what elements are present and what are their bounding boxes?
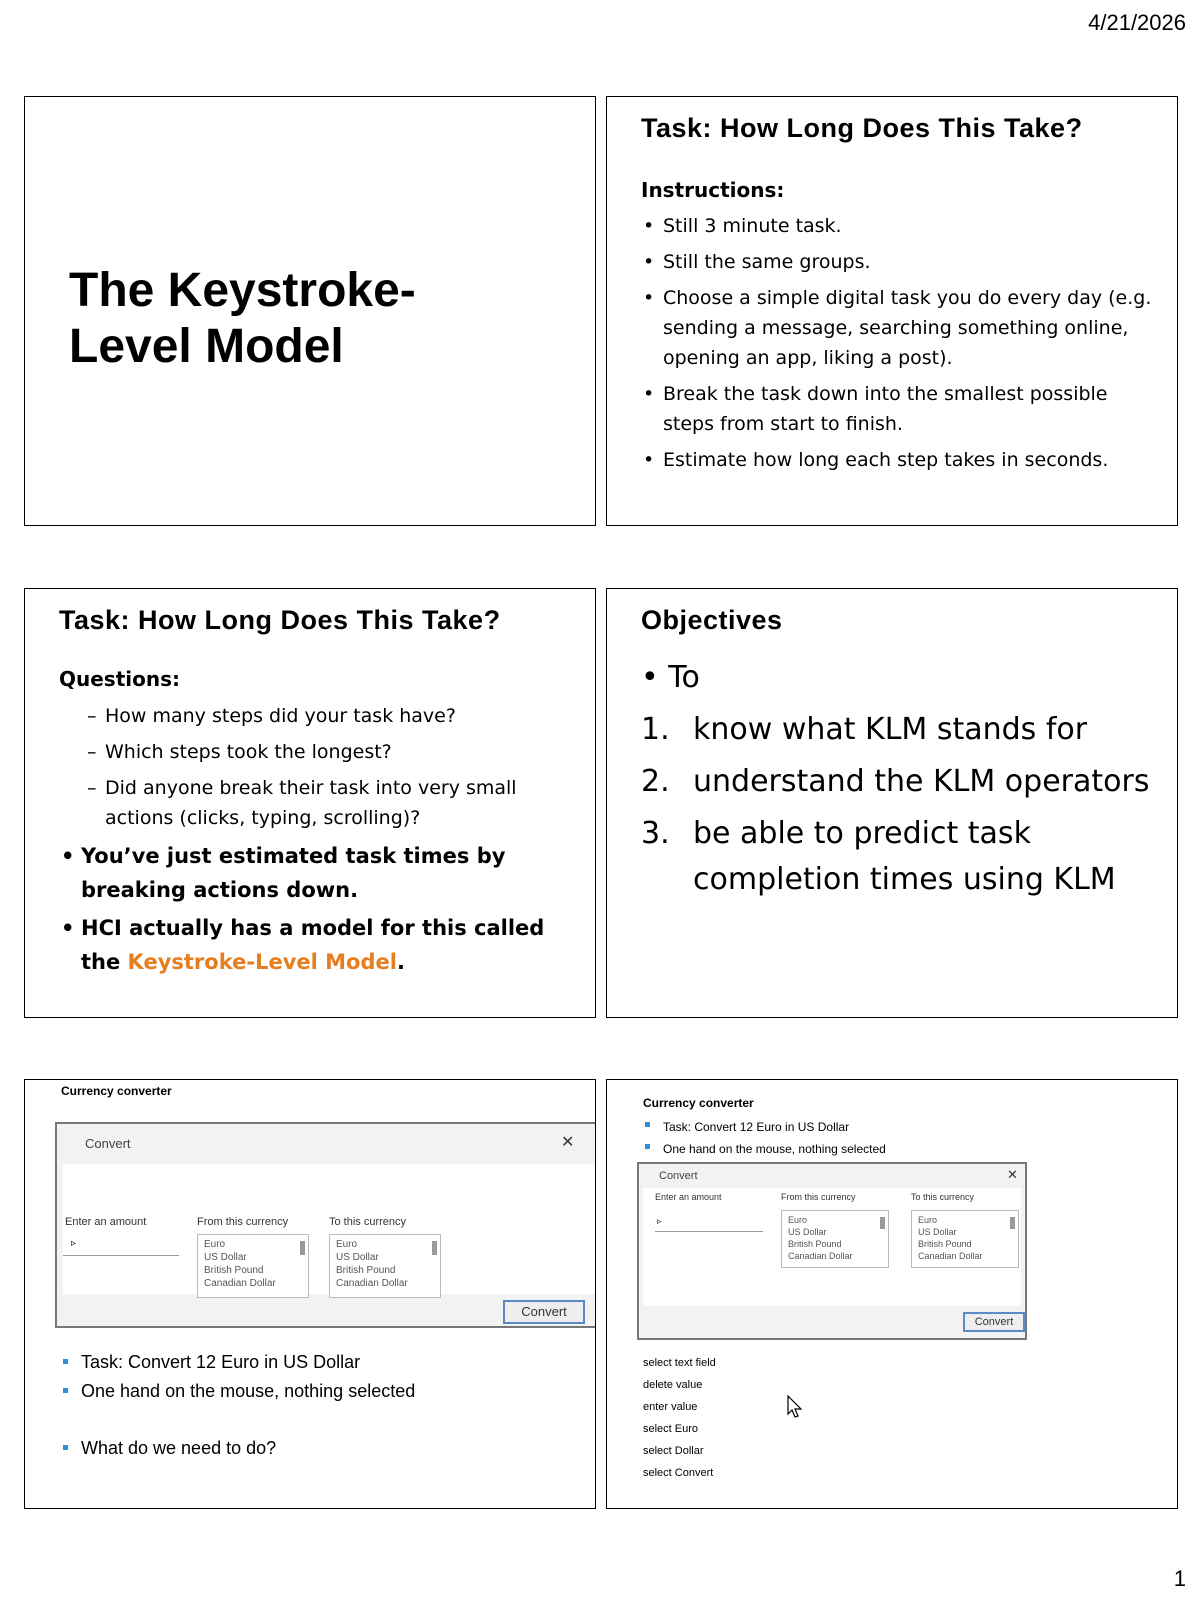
to-currency-list[interactable] — [329, 1234, 441, 1298]
cursor-icon: ▹ — [657, 1216, 662, 1226]
steps-list — [643, 1352, 716, 1484]
slide-main-title — [69, 263, 416, 375]
item-text: understand the KLM operators — [693, 764, 1150, 799]
instructions-list — [641, 211, 1161, 475]
page-date: 4/21/2026 — [1088, 10, 1186, 35]
from-currency-list[interactable] — [781, 1210, 889, 1268]
task-list — [61, 1348, 415, 1463]
slide-body — [59, 667, 579, 983]
to-currency-label: To this currency — [911, 1192, 975, 1202]
item-number: 1. — [641, 712, 670, 747]
slide-label: Currency converter — [643, 1096, 754, 1110]
list-item: delete value — [643, 1379, 703, 1391]
amount-input[interactable] — [655, 1214, 763, 1232]
list-item: – Which steps took the longest? — [87, 737, 579, 767]
questions-heading: Questions: — [59, 667, 181, 691]
list-item[interactable]: Canadian Dollar — [788, 1251, 853, 1261]
list-item[interactable]: British Pound — [204, 1265, 264, 1276]
list-item: What do we need to do? — [61, 1434, 415, 1463]
slide-title-klm — [24, 96, 596, 526]
from-currency-list[interactable] — [197, 1234, 309, 1298]
list-item — [641, 707, 1161, 753]
scrollbar[interactable] — [300, 1241, 305, 1255]
list-item: • Estimate how long each step takes in seconds. — [641, 445, 1161, 475]
task-list — [643, 1116, 886, 1160]
slide-title: Objectives — [641, 605, 783, 635]
amount-label: Enter an amount — [65, 1216, 147, 1228]
list-item[interactable]: Euro — [336, 1239, 358, 1250]
from-currency-label: From this currency — [781, 1192, 856, 1202]
list-item[interactable]: British Pound — [788, 1239, 842, 1249]
list-item[interactable]: Euro — [918, 1215, 938, 1225]
list-item: One hand on the mouse, nothing selected — [643, 1138, 886, 1160]
title-line-2: Level Model — [69, 320, 344, 373]
convert-dialog — [55, 1122, 596, 1328]
slide-currency-converter-steps — [606, 1079, 1178, 1509]
list-item[interactable]: Canadian Dollar — [336, 1278, 408, 1289]
bullet-text: HCI actually has a model for this called the — [81, 916, 545, 974]
list-item: select Convert — [643, 1467, 714, 1479]
list-item: – Did anyone break their task into very small actions (clicks, typing, scrolling)? — [87, 773, 579, 833]
item-text: be able to predict task completion times using KLM — [693, 816, 1116, 897]
slide-currency-converter — [24, 1079, 596, 1509]
convert-button[interactable]: Convert — [503, 1300, 585, 1324]
slide-body — [641, 175, 1161, 481]
list-item: • You’ve just estimated task times by breaking actions down. — [59, 839, 579, 907]
scrollbar[interactable] — [880, 1217, 885, 1229]
list-item: • Still 3 minute task. — [641, 211, 1161, 241]
item-number: 3. — [641, 816, 670, 851]
list-item[interactable]: Euro — [788, 1215, 808, 1225]
list-item[interactable]: US Dollar — [204, 1252, 247, 1263]
instructions-heading: Instructions: — [641, 178, 785, 202]
dialog-content — [63, 1164, 596, 1294]
scrollbar[interactable] — [432, 1241, 437, 1255]
list-item[interactable]: US Dollar — [788, 1227, 827, 1237]
list-item: select Euro — [643, 1423, 699, 1435]
list-item: Task: Convert 12 Euro in US Dollar — [61, 1348, 415, 1377]
mouse-pointer-icon — [787, 1395, 805, 1419]
close-icon[interactable]: ✕ — [561, 1134, 575, 1151]
to-currency-label: To this currency — [329, 1216, 407, 1228]
list-item[interactable]: Canadian Dollar — [204, 1278, 276, 1289]
summary-list — [59, 839, 579, 979]
list-item — [59, 911, 579, 979]
close-icon[interactable]: ✕ — [1007, 1167, 1018, 1182]
page-number: 1 — [1173, 1566, 1186, 1591]
slide-label: Currency converter — [61, 1084, 172, 1098]
list-item: Task: Convert 12 Euro in US Dollar — [643, 1116, 886, 1138]
list-item[interactable]: British Pound — [336, 1265, 396, 1276]
list-item: • Still the same groups. — [641, 247, 1161, 277]
list-item[interactable]: US Dollar — [918, 1227, 957, 1237]
slide-body — [641, 655, 1161, 909]
slide-objectives — [606, 588, 1178, 1018]
objectives-list — [641, 707, 1161, 903]
list-item: enter value — [643, 1401, 698, 1413]
questions-list — [59, 701, 579, 833]
list-item[interactable]: Canadian Dollar — [918, 1251, 983, 1261]
from-currency-label: From this currency — [197, 1216, 289, 1228]
item-text: know what KLM stands for — [693, 712, 1088, 747]
list-item: • Break the task down into the smallest possible steps from start to finish. — [641, 379, 1161, 439]
list-item[interactable]: British Pound — [918, 1239, 972, 1249]
to-currency-list[interactable] — [911, 1210, 1019, 1268]
slide-title: Task: How Long Does This Take? — [641, 113, 1083, 143]
objectives-intro: • To — [641, 660, 700, 695]
title-line-1: The Keystroke- — [69, 264, 416, 317]
klm-highlight: Keystroke-Level Model — [127, 950, 397, 974]
scrollbar[interactable] — [1010, 1217, 1015, 1229]
list-item: One hand on the mouse, nothing selected — [61, 1377, 415, 1406]
slide-task-questions — [24, 588, 596, 1018]
bullet-suffix: . — [396, 950, 405, 974]
list-item — [641, 811, 1161, 903]
convert-button[interactable]: Convert — [963, 1312, 1025, 1332]
amount-input[interactable] — [63, 1234, 179, 1256]
convert-dialog — [637, 1162, 1027, 1340]
dialog-content — [643, 1188, 1021, 1306]
list-item: select Dollar — [643, 1445, 704, 1457]
item-number: 2. — [641, 764, 670, 799]
dialog-title: Convert — [659, 1170, 698, 1182]
list-item[interactable]: US Dollar — [336, 1252, 379, 1263]
cursor-icon: ▹ — [71, 1238, 77, 1249]
list-item: • Choose a simple digital task you do every day (e.g. sending a message, searching something online, opening an app, liking a post). — [641, 283, 1161, 373]
list-item: select text field — [643, 1357, 716, 1369]
dialog-title: Convert — [85, 1136, 131, 1151]
list-item[interactable]: Euro — [204, 1239, 226, 1250]
slide-title: Task: How Long Does This Take? — [59, 605, 501, 635]
list-item — [641, 759, 1161, 805]
list-item: – How many steps did your task have? — [87, 701, 579, 731]
slide-task-instructions — [606, 96, 1178, 526]
amount-label: Enter an amount — [655, 1192, 722, 1202]
